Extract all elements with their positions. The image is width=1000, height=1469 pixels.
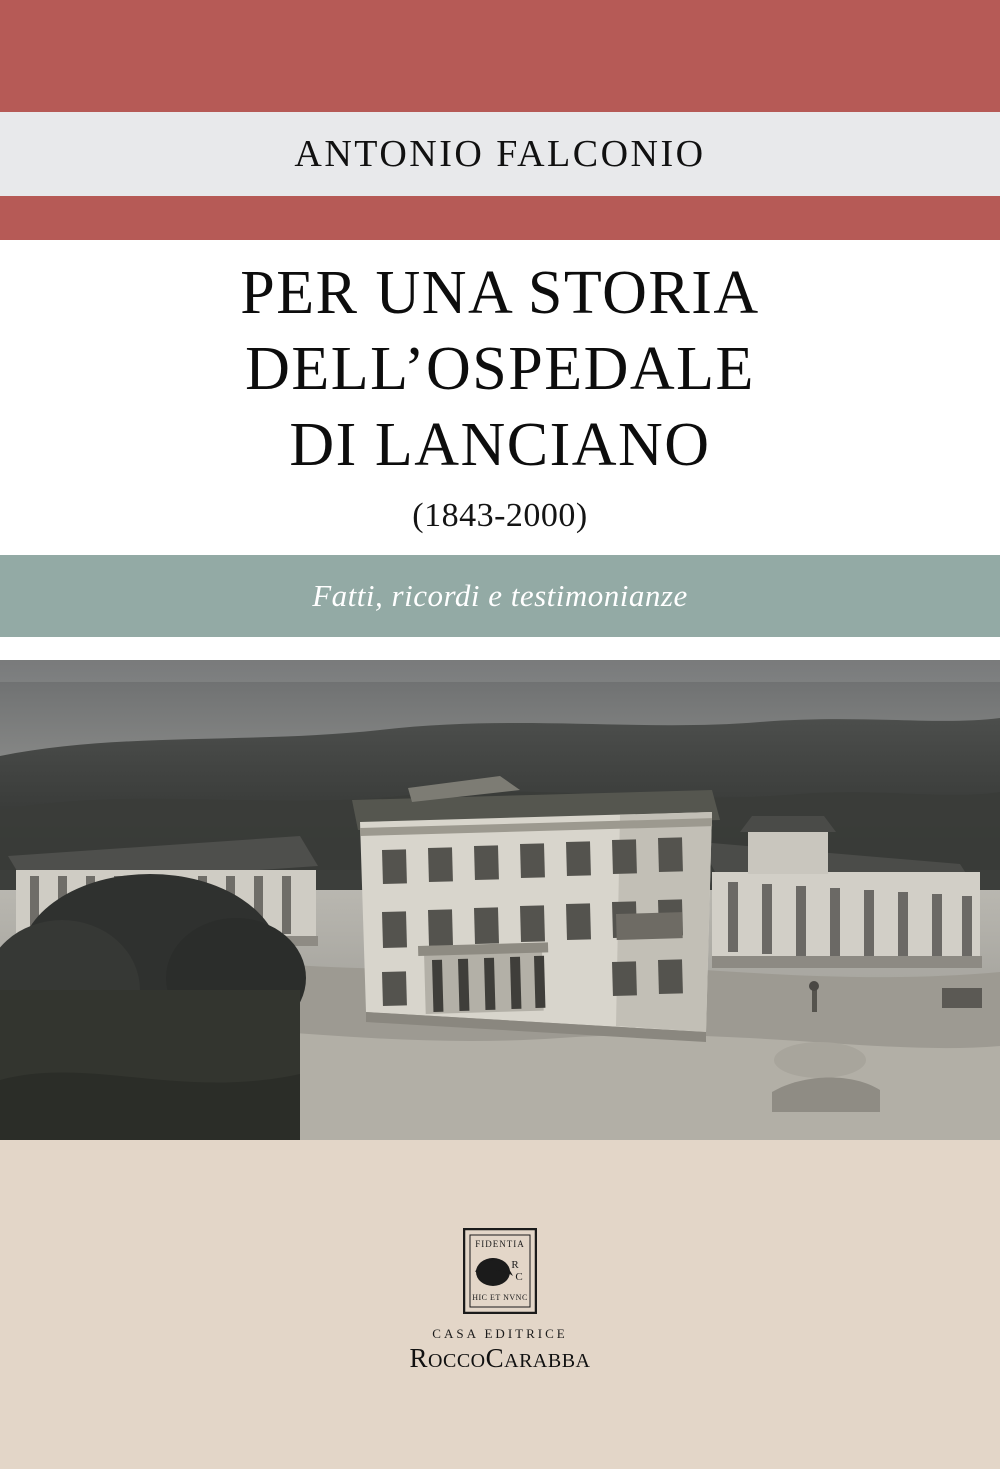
author-name: ANTONIO FALCONIO: [294, 133, 706, 175]
publisher-name-r: R: [409, 1343, 429, 1373]
publisher-name-occo: OCCO: [428, 1350, 486, 1372]
subtitle-band: [0, 555, 1000, 637]
lower-red-band: [0, 196, 1000, 240]
svg-text:R: R: [511, 1259, 519, 1271]
main-hospital-building: [352, 776, 720, 1042]
top-red-band: [0, 0, 1000, 112]
title-line-1: PER UNA STORIA: [240, 259, 760, 327]
publisher-name: [0, 1343, 1000, 1374]
svg-text:HIC ET NVNC: HIC ET NVNC: [472, 1293, 528, 1302]
publisher-logo-icon: [463, 1228, 537, 1314]
cover-photograph: [0, 660, 1000, 1140]
author-strip: [0, 112, 1000, 196]
svg-text:C: C: [515, 1271, 523, 1283]
title-line-3: DI LANCIANO: [289, 411, 711, 479]
publisher-block: [0, 1228, 1000, 1374]
publisher-imprint-label: CASA EDITRICE: [432, 1326, 568, 1341]
svg-text:FIDENTIA: FIDENTIA: [475, 1239, 525, 1249]
subtitle: Fatti, ricordi e testimonianze: [312, 578, 688, 613]
title-block: [0, 255, 1000, 535]
hospital-photo-illustration: [0, 660, 1000, 1140]
publisher-name-arabba: ARABBA: [504, 1350, 591, 1372]
title-line-2: DELL’OSPEDALE: [245, 335, 755, 403]
publisher-name-c: C: [485, 1343, 505, 1373]
title-years: (1843-2000): [412, 497, 588, 534]
